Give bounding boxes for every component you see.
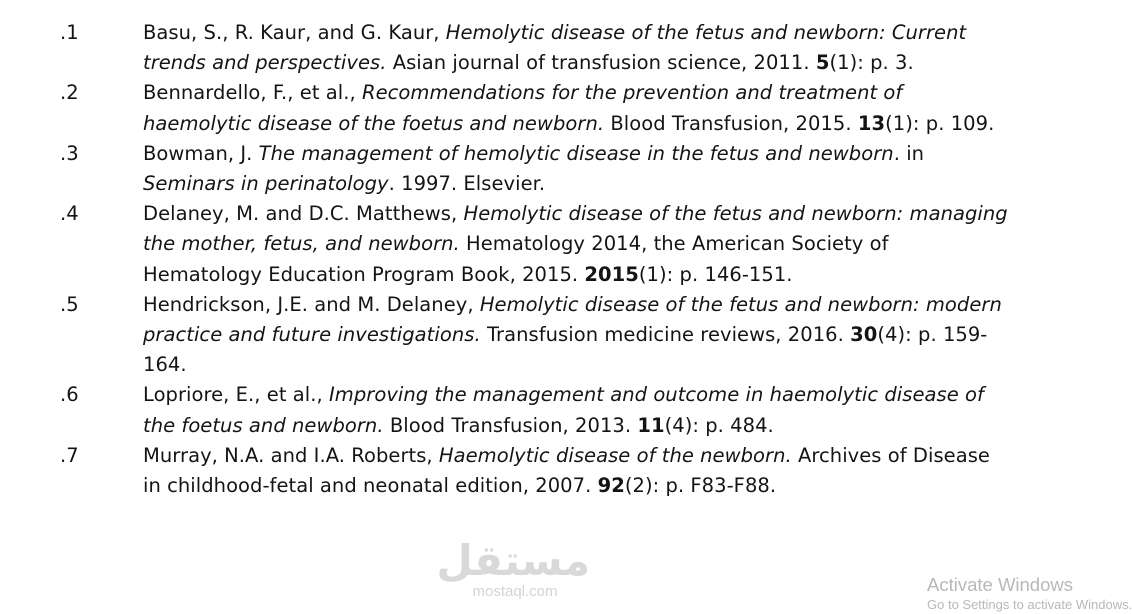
reference-text-segment: Lopriore, E., et al., xyxy=(143,383,329,407)
reference-text-segment: Hematology 2014, the American Society of Hematology Education Program Book, 2015. xyxy=(143,232,889,286)
reference-item xyxy=(0,380,1031,440)
reference-text xyxy=(143,441,1011,501)
reference-item xyxy=(0,78,1031,138)
watermark-domain: mostaql.com xyxy=(472,583,558,600)
reference-text-segment: Basu, S., R. Kaur, and G. Kaur, xyxy=(143,21,446,44)
reference-title-italic: Hemolytic disease of the fetus and newborn: Current trends and perspectives. xyxy=(143,21,967,75)
reference-item xyxy=(0,18,1031,78)
reference-text-segment: (4): p. 484. xyxy=(664,413,774,437)
reference-title-italic: Recommendations for the prevention and treatment of haemolytic disease of the foetus and newborn. xyxy=(143,81,903,135)
reference-text xyxy=(143,18,1011,78)
reference-volume-bold: 13 xyxy=(857,111,886,135)
mostaql-watermark xyxy=(436,536,590,600)
reference-volume-bold: 11 xyxy=(637,413,665,437)
activate-windows-subtitle: Go to Settings to activate Windows. xyxy=(927,597,1132,612)
reference-text xyxy=(143,139,1011,199)
reference-number: .4 xyxy=(60,202,79,226)
reference-item xyxy=(0,290,1031,381)
reference-text-segment: (2): p. F83-F88. xyxy=(624,474,777,498)
reference-text-segment: Delaney, M. and D.C. Matthews, xyxy=(143,202,464,226)
reference-text-segment: (1): p. 146-151. xyxy=(638,262,793,286)
reference-volume-bold: 2015 xyxy=(584,262,639,286)
reference-text-segment: Bowman, J. xyxy=(143,141,259,165)
reference-item xyxy=(0,441,1031,501)
reference-volume-bold: 5 xyxy=(815,51,830,75)
reference-text xyxy=(143,290,1011,381)
reference-text-segment: Asian journal of transfusion science, 2011. xyxy=(386,51,816,75)
activate-windows-notice xyxy=(927,574,1132,614)
reference-volume-bold: 30 xyxy=(850,323,878,347)
reference-title-italic: Hemolytic disease of the fetus and newborn: managing the mother, fetus, and newborn. xyxy=(143,202,1008,256)
reference-title-italic: The management of hemolytic disease in the fetus and newborn xyxy=(258,141,894,165)
reference-item xyxy=(0,199,1031,290)
reference-text-segment: Blood Transfusion, 2013. xyxy=(383,413,638,437)
reference-text-segment: . in xyxy=(893,141,925,165)
reference-number: .1 xyxy=(60,21,79,44)
reference-volume-bold: 92 xyxy=(597,474,625,498)
reference-text-segment: (4): p. 159-164. xyxy=(143,323,988,377)
reference-text xyxy=(143,78,1011,138)
reference-title-italic: Haemolytic disease of the newborn. xyxy=(438,443,792,467)
reference-text-segment: (1): p. 109. xyxy=(885,111,995,135)
reference-text-segment: Blood Transfusion, 2015. xyxy=(604,111,858,135)
reference-number: .5 xyxy=(60,292,79,316)
reference-text-segment: . 1997. Elsevier. xyxy=(388,172,546,196)
reference-text-segment: Murray, N.A. and I.A. Roberts, xyxy=(143,443,439,467)
reference-text-segment: Archives of Disease in childhood-fetal and neonatal edition, 2007. xyxy=(143,443,990,498)
reference-text-segment: Hendrickson, J.E. and M. Delaney, xyxy=(143,292,480,316)
reference-text-segment: Bennardello, F., et al., xyxy=(143,81,362,105)
activate-windows-title: Activate Windows xyxy=(927,574,1073,595)
reference-number: .6 xyxy=(60,383,79,407)
reference-number: .3 xyxy=(60,141,79,165)
reference-title-italic: Seminars in perinatology xyxy=(143,172,389,196)
reference-title-italic: Hemolytic disease of the fetus and newborn: modern practice and future investigations. xyxy=(143,292,1002,347)
reference-list xyxy=(0,18,1031,501)
reference-number: .7 xyxy=(60,443,79,467)
reference-item xyxy=(0,139,1031,199)
reference-text xyxy=(143,380,1011,440)
reference-text-segment: (1): p. 3. xyxy=(829,51,914,75)
reference-number: .2 xyxy=(60,81,79,105)
reference-text xyxy=(143,199,1011,290)
reference-title-italic: Improving the management and outcome in haemolytic disease of the foetus and newborn. xyxy=(143,383,984,437)
watermark-logo: مستقل xyxy=(436,536,590,585)
reference-text-segment: Transfusion medicine reviews, 2016. xyxy=(480,323,851,347)
